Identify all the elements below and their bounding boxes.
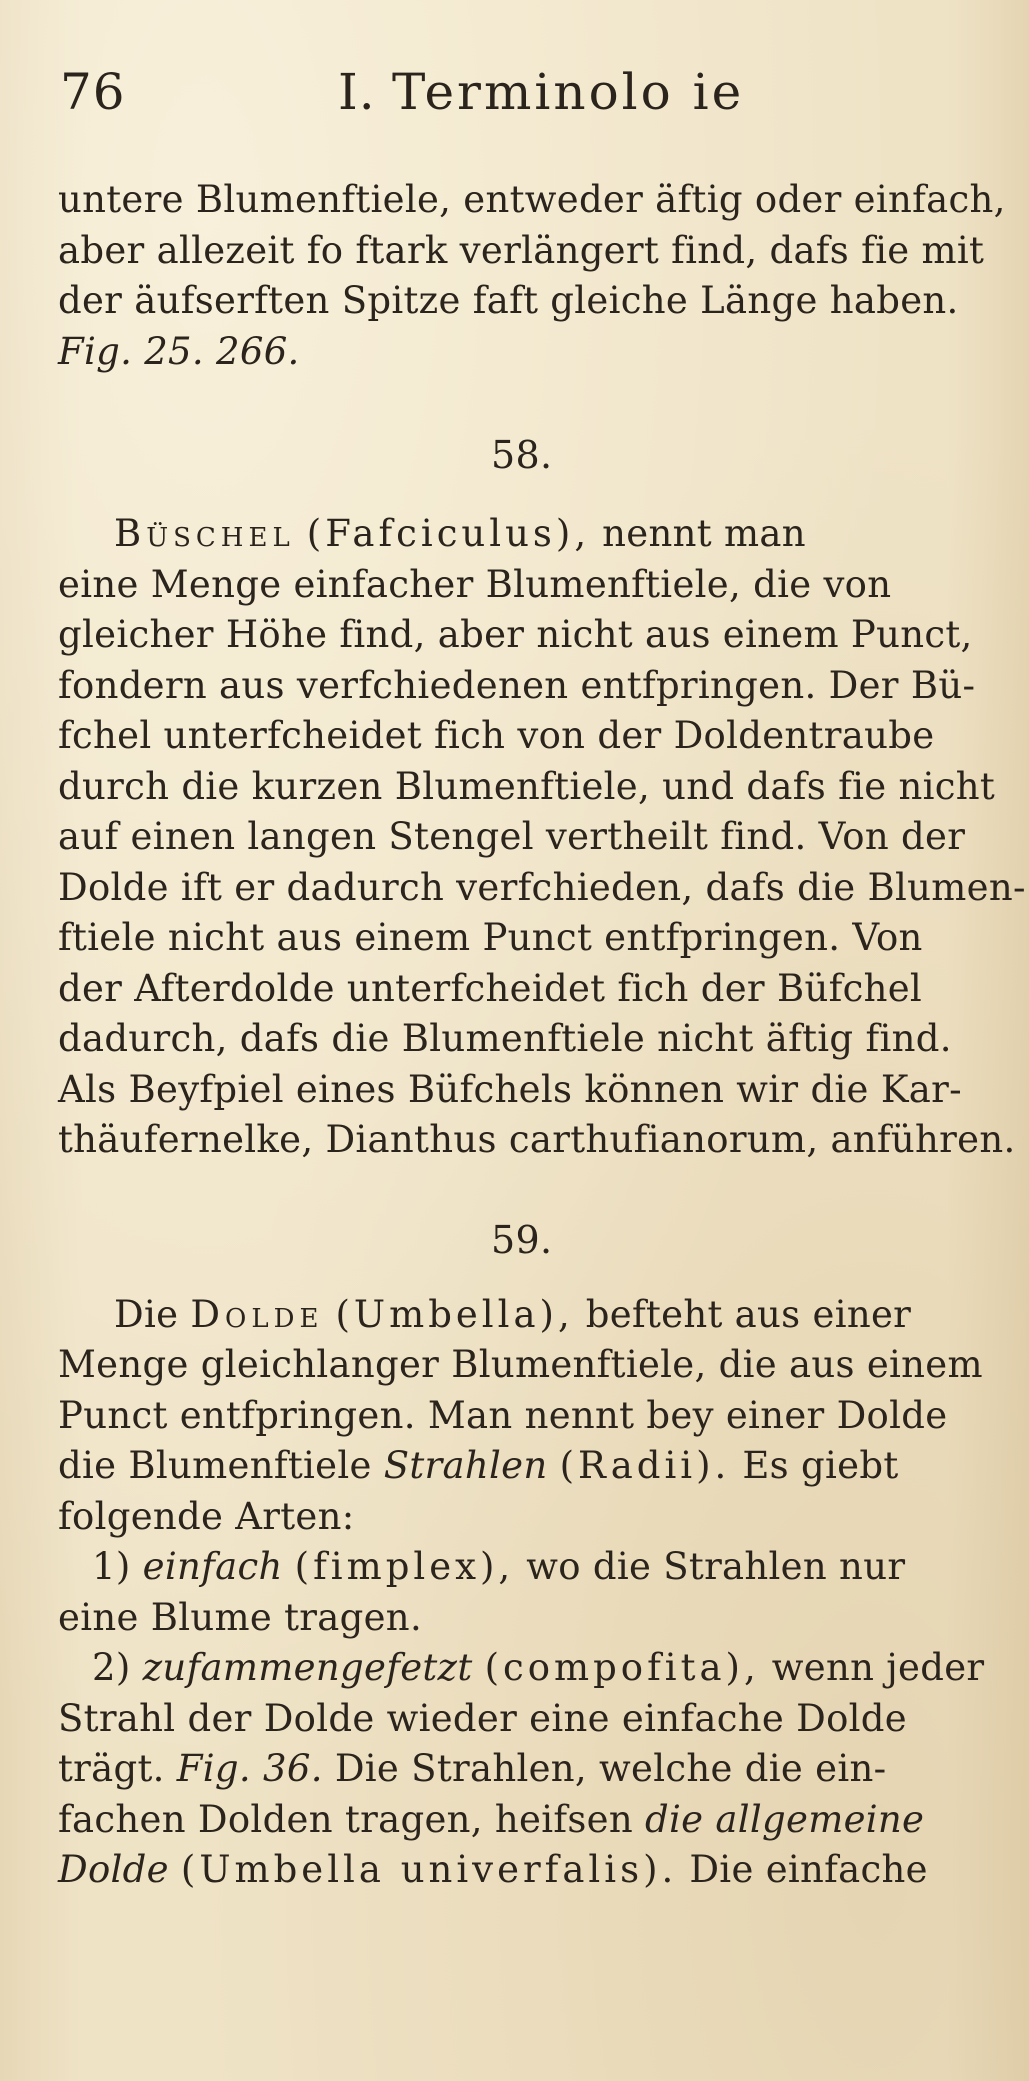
text-line: gleicher Höhe find, aber nicht aus einem Punct, (58, 613, 973, 656)
text-line: ftiele nicht aus einem Punct entfpringen. Von (58, 916, 923, 959)
text-fragment: Die Strahlen, welche die ein- (334, 1747, 887, 1790)
text-line: folgende Arten: (58, 1494, 355, 1538)
text-line (58, 1795, 1008, 1846)
text-line: untere Blumenftiele, entweder äftig oder einfach, (58, 178, 1006, 221)
text-fragment: fachen Dolden tragen, heifsen (58, 1797, 633, 1841)
page-body (58, 175, 1026, 1896)
text-fragment: Die einfache (689, 1848, 928, 1891)
text-fragment: trägt. (58, 1747, 165, 1790)
latin-term: (compofita), (484, 1646, 760, 1689)
term-buschel: Büschel (114, 512, 295, 555)
text-line: der äufserften Spitze faft gleiche Länge haben. (58, 279, 959, 322)
latin-term: (Fafciculus), (306, 512, 591, 555)
term-strahlen: Strahlen (383, 1444, 548, 1487)
term-zusammengesetzt: zufammengefetzt (142, 1646, 473, 1689)
text-line: Strahl der Dolde wieder eine einfache Dolde (58, 1696, 907, 1740)
section-number: I. (338, 63, 376, 121)
text-line: der Afterdolde unterfcheidet fich der Büfchel (58, 966, 923, 1010)
text-fragment: wenn jeder (771, 1646, 985, 1689)
text-line (58, 1744, 1008, 1795)
text-line (58, 1845, 1008, 1896)
latin-term: (Radii). (559, 1444, 731, 1487)
text-line: Menge gleichlanger Blumenftiele, die aus einem (58, 1343, 983, 1386)
term-einfach: einfach (142, 1545, 283, 1588)
text-line: auf einen langen Stengel vertheilt find. Von der (58, 815, 966, 858)
text-line (58, 509, 1008, 560)
term-dolde-italic: Dolde (58, 1848, 169, 1891)
page-number: 76 (60, 63, 126, 121)
list-number: 2) (92, 1646, 131, 1689)
text-fragment: nennt man (602, 512, 806, 555)
text-fragment: wo die Strahlen nur (526, 1545, 906, 1588)
spacer (58, 1270, 1008, 1290)
text-fragment: Die (114, 1292, 179, 1336)
text-line: eine Blume tragen. (58, 1595, 422, 1639)
term-allgemeine: die allgemeine (645, 1797, 925, 1841)
spacer (58, 485, 1008, 509)
list-item (58, 1643, 1008, 1694)
text-line: Dolde ift er dadurch verfchieden, dafs die Blumen- (58, 865, 1026, 909)
section-heading-59: 59. (491, 1217, 553, 1262)
latin-term: (Umbella), (335, 1292, 574, 1336)
list-number: 1) (92, 1545, 131, 1588)
term-dolde: Dolde (190, 1292, 324, 1336)
running-header (60, 52, 960, 132)
list-item (58, 1542, 1008, 1593)
text-line: fondern aus verfchiedenen entfpringen. Der Bü- (58, 663, 976, 707)
text-line (58, 1441, 1008, 1492)
text-line: Punct entfpringen. Man nennt bey einer Dolde (58, 1393, 948, 1437)
text-line: fchel unterfcheidet fich von der Doldentraube (58, 714, 935, 757)
figure-reference: Fig. 36. (176, 1747, 323, 1790)
text-line: eine Menge einfacher Blumenftiele, die von (58, 562, 892, 606)
latin-term: (fimplex), (294, 1545, 515, 1588)
text-line (58, 1290, 1008, 1341)
running-title: Terminolo ie (392, 63, 745, 121)
latin-term: (Umbella univerfalis). (180, 1848, 678, 1891)
text-fragment: die Blumenftiele (58, 1444, 372, 1487)
text-line: dadurch, dafs die Blumenftiele nicht äftig find. (58, 1017, 952, 1060)
text-fragment: Es giebt (742, 1444, 899, 1487)
text-line: Als Beyfpiel eines Büfchels können wir die Kar- (58, 1067, 962, 1111)
figure-reference: Fig. 25. 266. (58, 329, 300, 373)
text-line: durch die kurzen Blumenftiele, und dafs fie nicht (58, 764, 996, 808)
section-heading-58: 58. (491, 433, 553, 477)
text-line: aber allezeit fo ftark verlängert find, dafs fie mit (58, 228, 985, 272)
text-line: thäufernelke, Dianthus carthufianorum, anführen. (58, 1118, 1016, 1161)
text-fragment: befteht aus einer (585, 1292, 912, 1336)
